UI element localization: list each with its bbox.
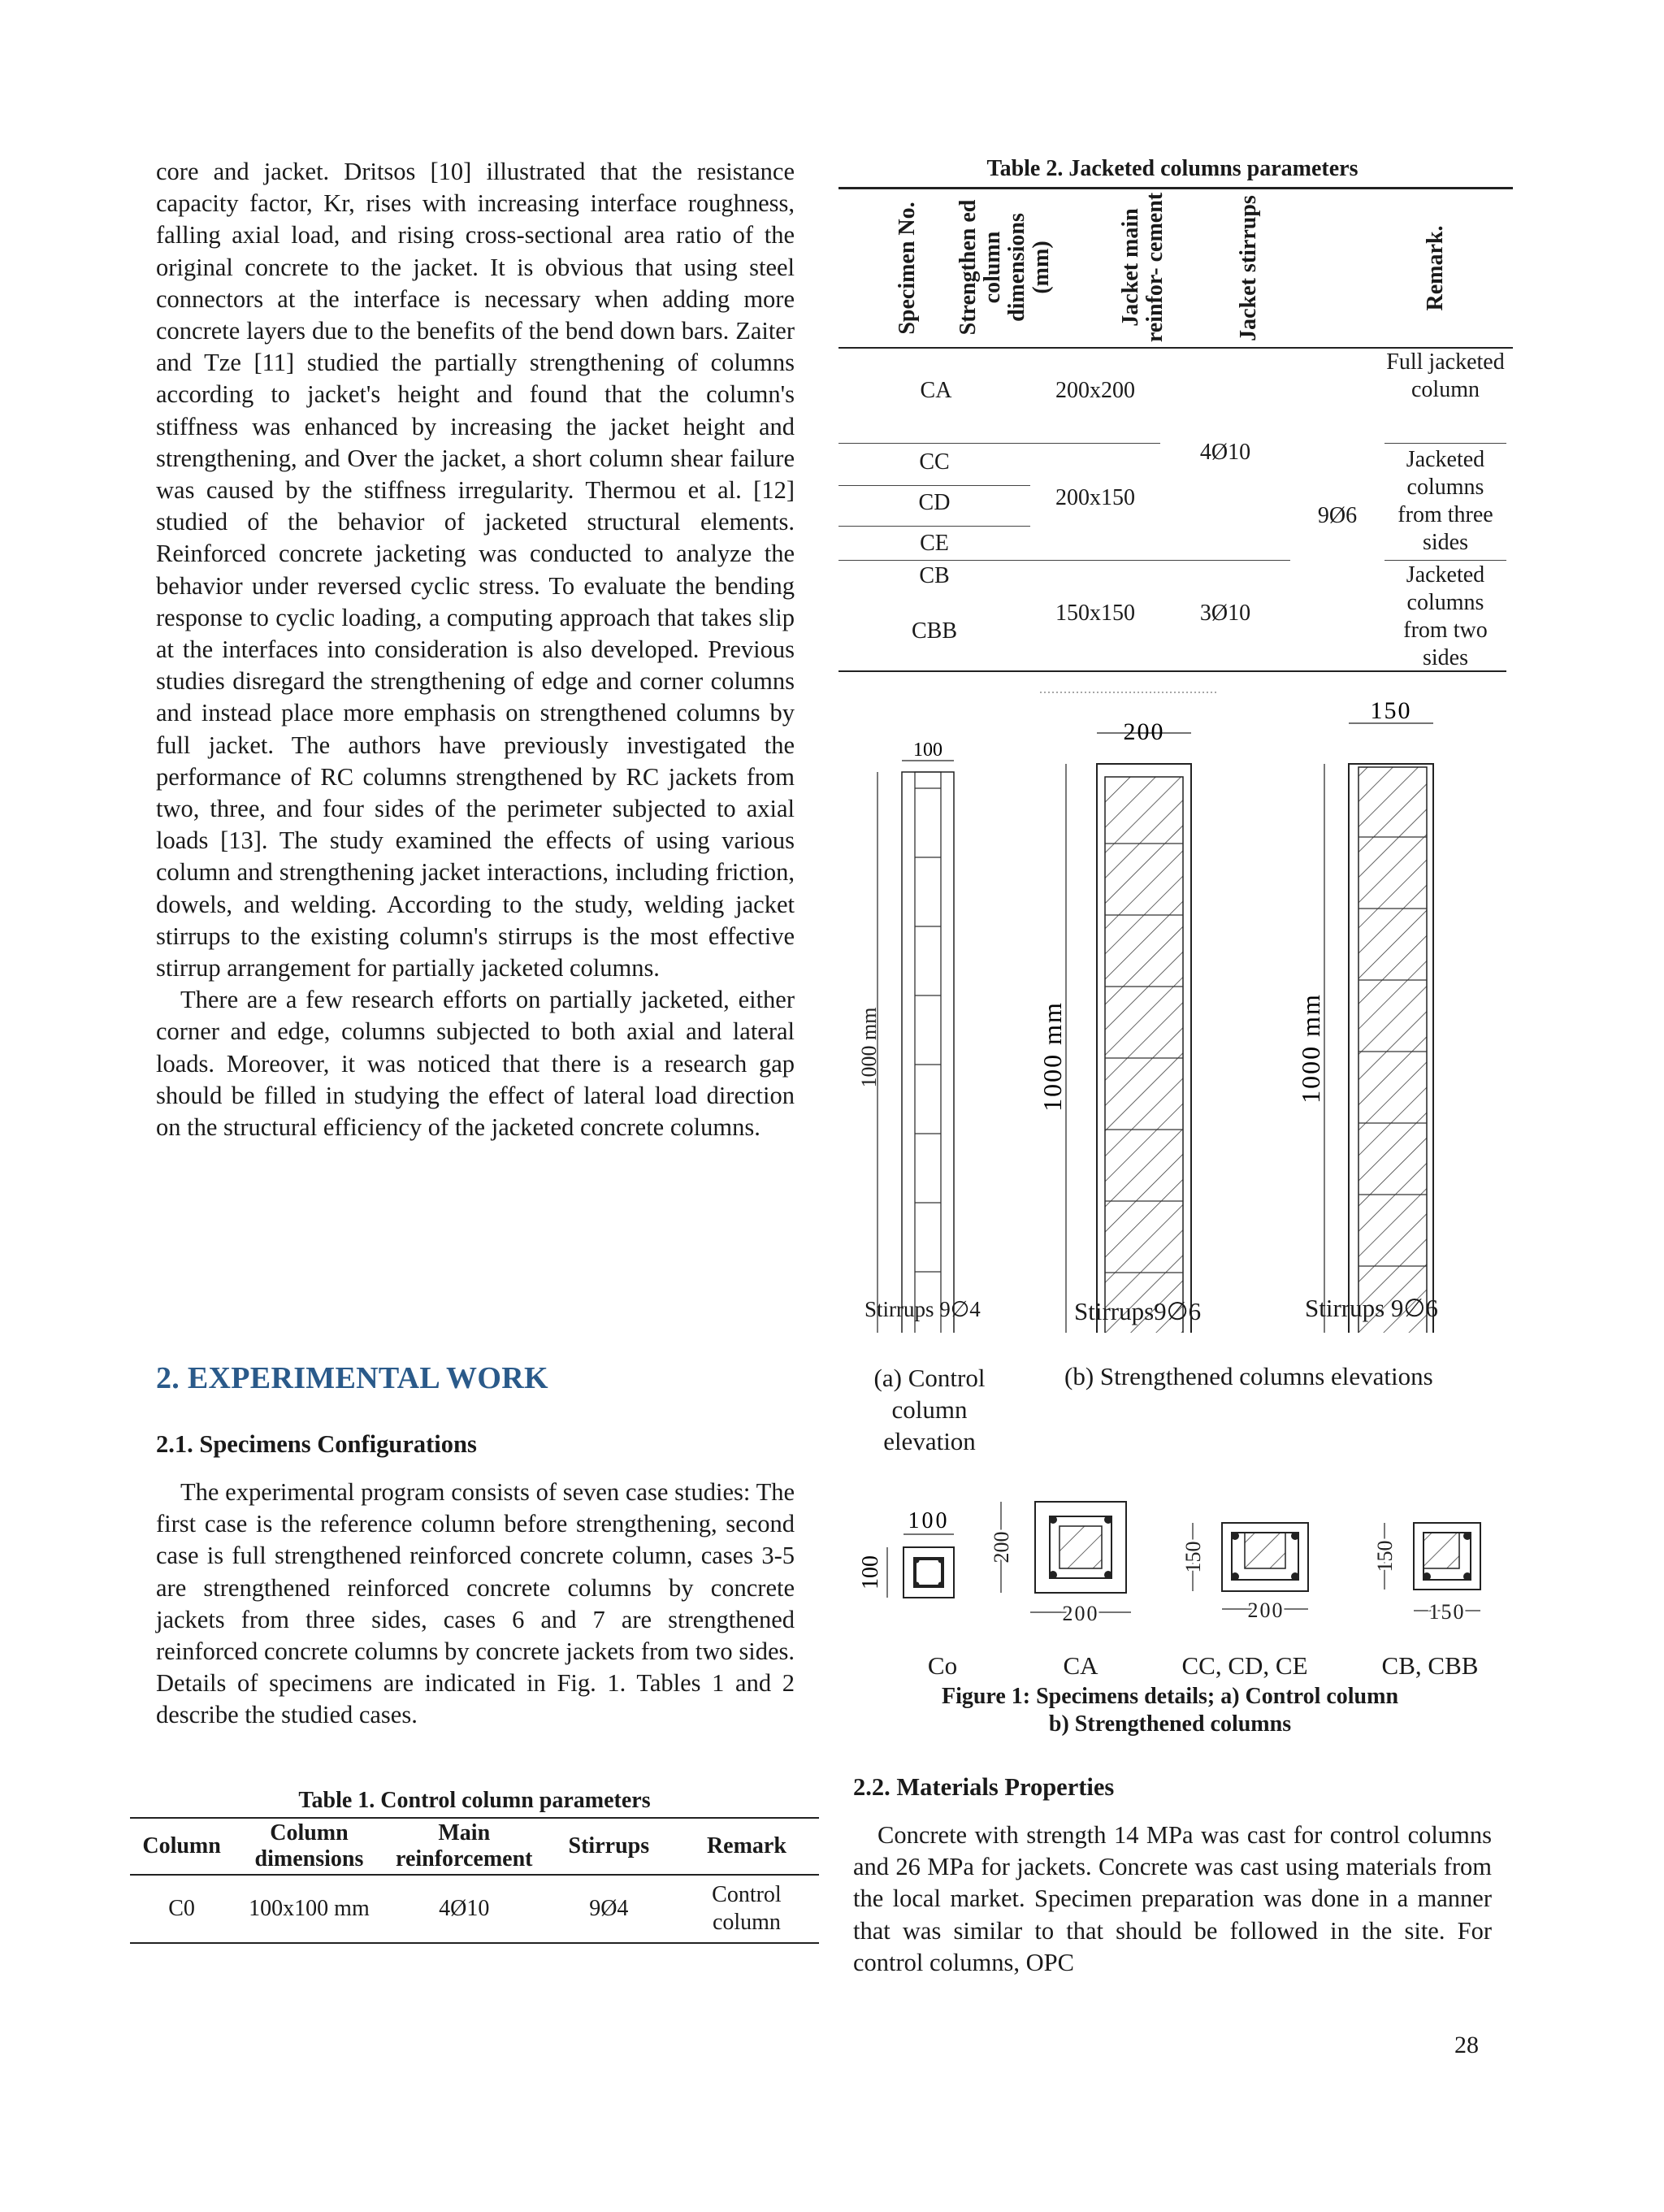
table-cell: 9Ø4 [589,1896,629,1921]
section-name: CA [1063,1651,1098,1680]
table-header-cell: Column dimensions [254,1820,364,1872]
table-cell: 3Ø10 [1199,600,1251,626]
rebar [1104,1571,1112,1579]
section-cb [1373,1523,1480,1624]
table-cell: 100x100 mm [249,1896,370,1921]
table-cell: C0 [168,1896,195,1921]
table-rule [1384,560,1506,561]
section-dimension: 100 [858,1555,883,1590]
section-dimension: 150 [1428,1600,1466,1624]
table-header-cell: Column [142,1833,221,1859]
table-cell: Full jacketed column [1386,349,1505,402]
height-dimension: 1000 mm [1296,993,1325,1104]
control-column-elevation [857,740,954,1333]
table2-caption: Table 2. Jacketed columns parameters [986,156,1358,181]
cross-sections-drawing [845,1487,1495,1650]
figure-1-drawing [845,683,1495,1333]
rebar [1291,1532,1299,1540]
table-cell: CD [918,489,951,515]
rebar [938,1582,944,1588]
subsection-heading: 2.2. Materials Properties [853,1773,1115,1801]
table2-body [838,349,1506,672]
reinforcement-cage [915,772,941,1333]
section-dimension: 200 [990,1531,1013,1564]
rebar [1231,1532,1239,1540]
table-header-cell: Main reinforcement [396,1820,533,1872]
section-heading: 2. EXPERIMENTAL WORK [156,1361,548,1395]
section-core [1245,1533,1285,1568]
column-outline [902,772,954,1333]
body-paragraph: core and jacket. Dritsos [10] illustrated that the resistance capacity factor, Kr, rises with increasing interface roughness, falling axial load, and rising cross-sectional area ratio of the original concrete to the jacket. It is obvious that using steel connectors at the interface is necessary when adding more concrete layers due to the benefits of the bend down bars. Zaiter and Tze [11] studied the partially strengthening of columns according to jacket's height and found that the column's stiffness was enhanced by increasing the jacket height and strengthening, and Over the jacket, a short column shear failure was caused by the stiffness irregularity. Thermou et al. [12] studied of the behavior of jacketed structural elements. Reinforced concrete jacketing was conducted to analyze the behavior under reversed cyclic stress. To evaluate the bending response to cyclic loading, a computing approach that takes slip at the interfaces into consideration is also developed. Previous studies disregard the strengthening of edge and corner columns and instead place more emphasis on strengthened columns by full jacket. The authors have previously investigated the performance of RC columns strengthened by RC jackets from two, three, and four sides of the perimeter subjected to axial loads [13]. The study examined the effects of using various column and strengthening jacket interactions, including friction, dowels, and welding. According to the study, welding jacket stirrups to the existing column's stirrups is the most effective stirrup arrangement for partially jacketed columns. [156,158,795,982]
table-header-row [838,189,1513,348]
page-number: 28 [1454,2032,1479,2058]
rebar [1291,1572,1299,1581]
table-rule [838,560,1290,561]
table-cell: CE [920,530,949,556]
rebar [1049,1516,1057,1524]
table-header-cell: Jacket stirrups [1236,194,1261,341]
table-row [130,1875,819,1943]
table-header-cell: Stirrups [568,1833,650,1859]
hatched-core [1358,767,1427,1333]
table-cell: 4Ø10 [1199,439,1251,465]
rebar [914,1558,920,1564]
rebar [1463,1572,1471,1581]
strengthened-column-150-elevation [1296,697,1433,1333]
width-dimension: 150 [1370,697,1412,724]
section-ca [990,1502,1131,1625]
subsection-heading: 2.1. Specimens Configurations [156,1430,477,1458]
table-cell: 200x150 [1055,484,1135,510]
table-rule [838,526,1030,527]
body-paragraph: There are a few research efforts on partially jacketed, either corner and edge, columns subjected to both axial and lateral loads. Moreover, it was noticed that there is a research gap should be filled in studying the effect of lateral load direction on the structural efficiency of the jacketed concrete columns. [156,986,795,1142]
section-co [858,1508,954,1598]
section-name: Co [927,1651,958,1680]
table-cell: CC [919,449,950,475]
height-dimension: 1000 mm [1038,1001,1067,1112]
table-header-cell: Specimen No. [895,202,920,335]
stirrups-label: Stirrups 9∅4 [864,1297,981,1321]
table-header-cell: Remark. [1423,225,1448,311]
section-dimension: 150 [1373,1540,1397,1572]
section-dimension: 150 [1181,1541,1205,1573]
stirrup-lines [915,788,941,1333]
table-rule [838,443,1160,444]
width-dimension: 200 [1123,718,1165,745]
table-cell: 9Ø6 [1317,502,1358,528]
rebar [1423,1572,1431,1581]
rebar [1049,1571,1057,1579]
section-core [915,1559,942,1586]
section-outline [904,1547,954,1598]
section-dimension: 100 [908,1508,950,1533]
table-cell: Control column [712,1882,782,1935]
rebar [1463,1532,1471,1540]
figure-label-b: (b) Strengthened columns elevations [1064,1362,1433,1390]
table-header-cell: Remark [706,1833,786,1859]
table1 [130,1817,819,1944]
rebar [938,1558,944,1564]
table-header-cell: Strengthen ed column dimensions (mm) [956,199,1054,336]
table-cell: Jacketed columns from two sides [1403,562,1488,670]
width-dimension: 100 [913,740,942,761]
hatched-core [1105,777,1183,1333]
section-name: CB, CBB [1381,1651,1479,1680]
table1-caption: Table 1. Control column parameters [298,1788,651,1813]
stirrups-label: Stirrups9∅6 [1074,1297,1202,1325]
table-cell: 150x150 [1055,600,1135,626]
figure-caption: Figure 1: Specimens details; a) Control column [941,1684,1399,1709]
section-dimension: 200 [1247,1598,1285,1622]
table-rule [838,485,1030,486]
subsection-block [156,1430,795,1732]
rebar [914,1582,920,1588]
stirrups-label: Stirrups 9∅6 [1305,1294,1438,1322]
table-cell: CBB [911,618,958,644]
height-dimension: 1000 mm [857,1007,881,1088]
section-cc [1181,1523,1308,1622]
section-core [1060,1526,1102,1568]
body-paragraph: Concrete with strength 14 MPa was cast for control columns and 26 MPa for jackets. Concrete was cast using materials from the local market. Specimen preparation was done in a manner that was similar to that should be followed in the site. For control columns, OPC [853,1821,1492,1976]
section-dimension: 200 [1062,1602,1099,1625]
body-paragraph: The experimental program consists of seven case studies: The first case is the reference column before strengthening, second case is full strengthened reinforced concrete column, cases 3-5 are strengthened reinforced concrete columns by concrete jackets from three sides, cases 6 and 7 are strengthened reinforced concrete columns by concrete jackets from two sides. Details of specimens are indicated in Fig. 1. Tables 1 and 2 describe the studied cases. [156,1478,795,1729]
table2-block [838,156,1506,672]
table-cell: 4Ø10 [439,1896,490,1921]
table-cell: CA [920,377,952,403]
materials-block [853,1773,1492,1979]
strengthened-column-200-elevation [1038,718,1191,1333]
left-column [156,156,795,1143]
rebar [1231,1572,1239,1581]
table-rule [1384,443,1506,444]
table-header-row [130,1818,819,1875]
figure-caption: b) Strengthened columns [1048,1711,1292,1737]
section-name: CC, CD, CE [1181,1651,1308,1680]
figure-label-a: (a) Control column elevation [873,1364,986,1455]
table-cell: 200x200 [1055,377,1135,403]
table-cell: Jacketed columns from three sides [1398,446,1493,555]
rebar [1104,1516,1112,1524]
section-core [1424,1533,1459,1568]
table-cell: CB [919,562,950,588]
table2 [838,187,1513,349]
table-header-cell: Jacket main reinfor- cement [1118,192,1168,342]
